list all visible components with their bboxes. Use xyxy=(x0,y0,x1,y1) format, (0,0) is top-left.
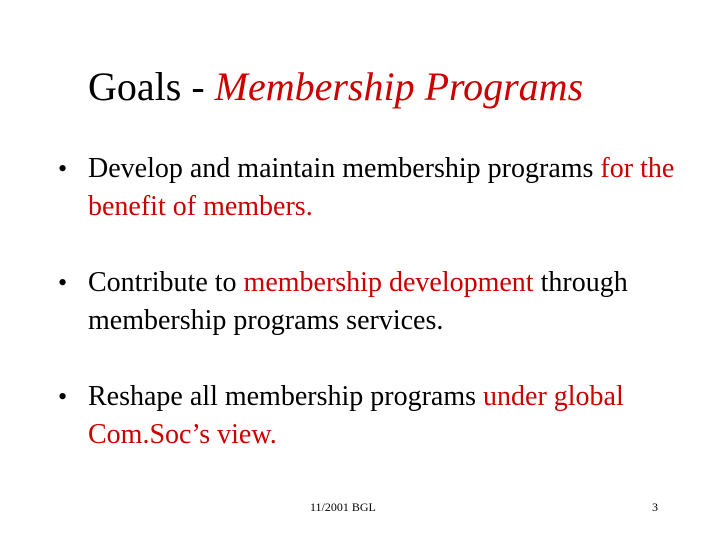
bullet-text: Develop and maintain membership programs xyxy=(88,153,601,184)
bullet-text-tail: through membership programs services. xyxy=(88,267,628,336)
bullet-icon: • xyxy=(58,382,68,411)
bullet-highlight: under global Com.Soc’s view. xyxy=(88,381,624,450)
bullet-item xyxy=(58,150,698,226)
page-number: 3 xyxy=(652,500,658,514)
bullet-icon: • xyxy=(58,268,68,297)
footer-date-author: 11/2001 BGL xyxy=(310,500,376,514)
slide-title xyxy=(88,62,583,112)
bullet-highlight: membership development xyxy=(243,267,534,298)
bullet-item xyxy=(58,378,698,454)
bullet-list xyxy=(58,150,698,492)
bullet-text: Contribute to xyxy=(88,267,244,298)
bullet-text: Reshape all membership programs xyxy=(88,381,484,412)
title-accent: Membership Programs xyxy=(214,64,584,109)
bullet-icon: • xyxy=(58,154,68,183)
title-plain: Goals - xyxy=(88,64,215,109)
bullet-highlight: for the benefit of members. xyxy=(88,153,675,222)
bullet-item xyxy=(58,264,698,340)
